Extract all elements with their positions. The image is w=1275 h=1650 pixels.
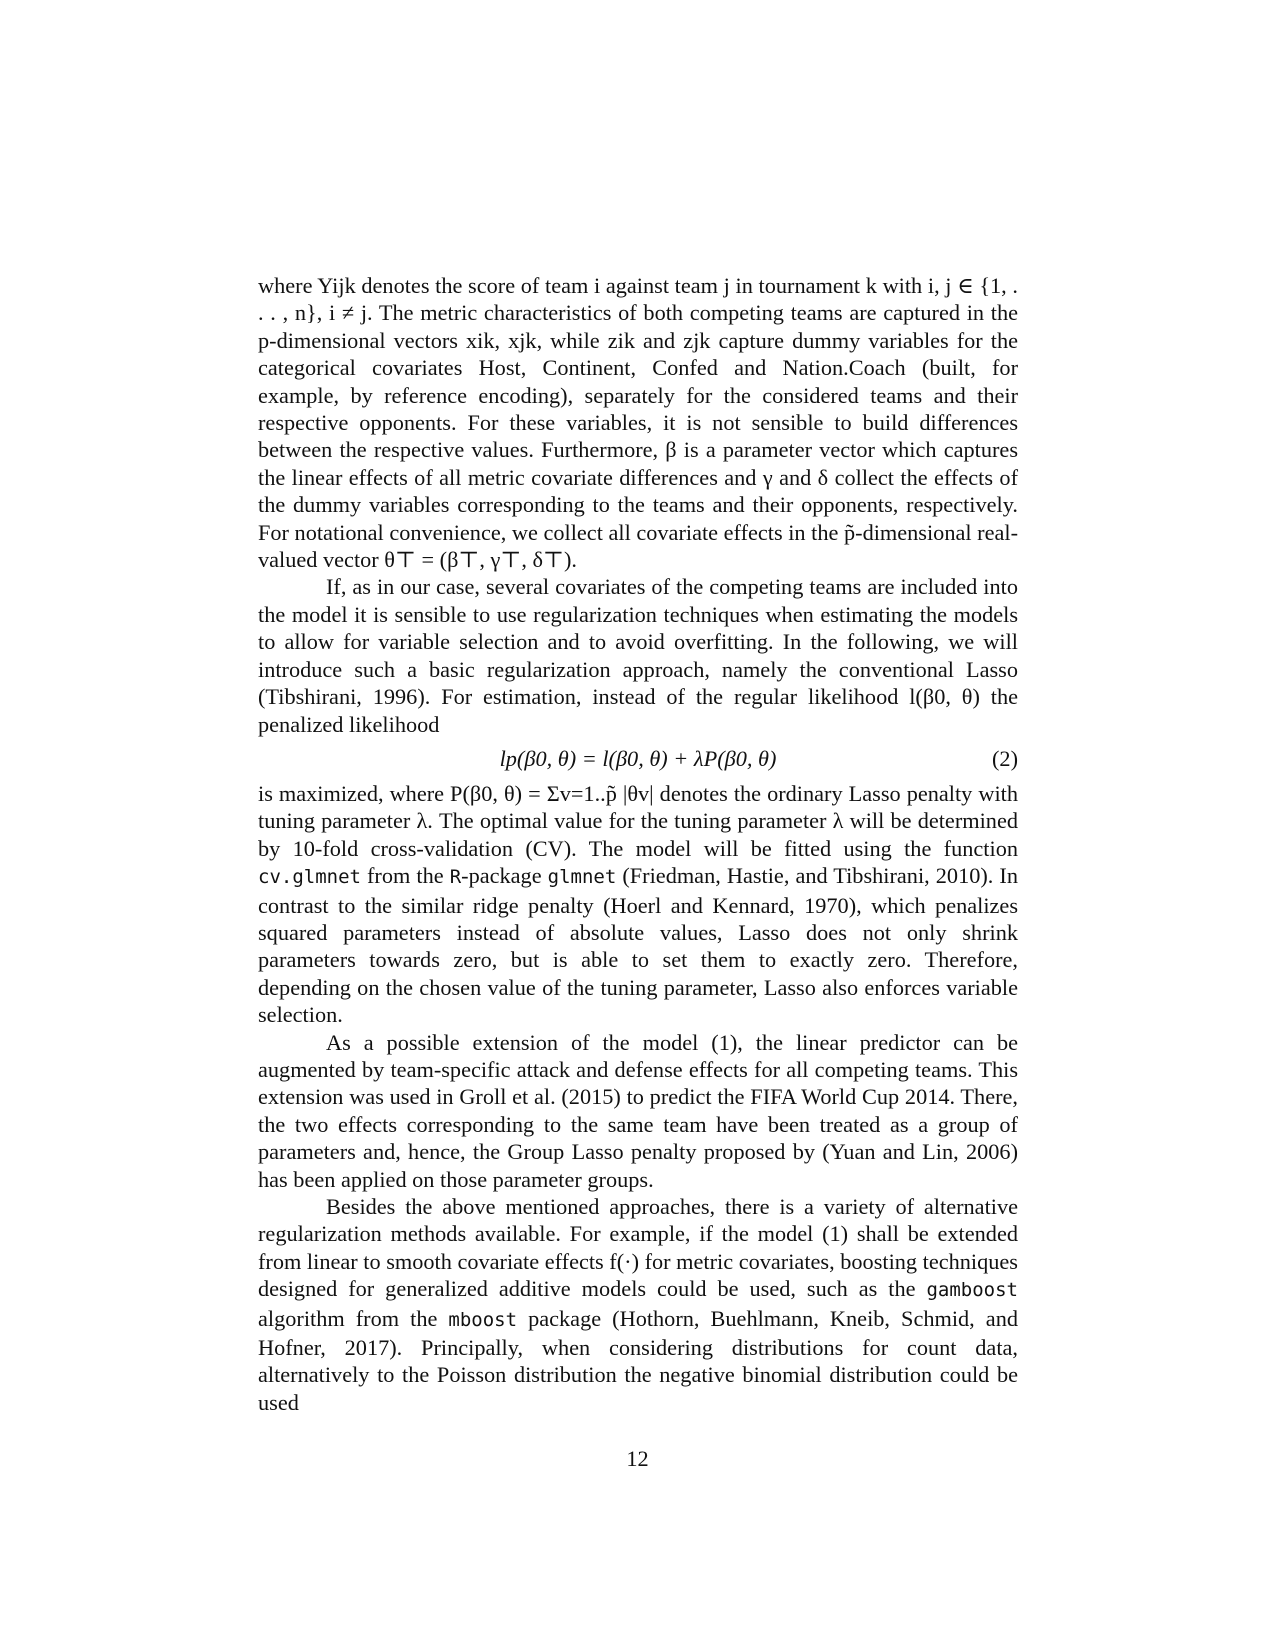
paragraph-alternatives <box>258 1193 1018 1416</box>
code-r: R <box>449 866 462 889</box>
lasso-text-3: -package <box>461 863 548 889</box>
lasso-text-2: from the <box>360 863 450 889</box>
paragraph-regularization: If, as in our case, several covariates of the competing teams are included into the model it is sensible to use regularization techniques when estimating the models to allow for variable selection and to avoid overfitting. In the following, we will introduce such a basic regularization approach, namely the conventional Lasso (Tibshirani, 1996). For estimation, instead of the regular likelihood l(β0, θ) the penalized likelihood <box>258 574 1018 737</box>
code-glmnet: glmnet <box>547 866 617 889</box>
paragraph-model-notation: where Yijk denotes the score of team i against team j in tournament k with i, j ∈ {1, . . . , n}, i ≠ j. The metric characteristics of both competing teams are captured in the p-dimensional vectors xik, xjk, while zik and zjk capture dummy variables for the categorical covariates Host, Continent, Confed and Nation.Coach (built, for example, by reference encoding), separately for the considered teams and their respective opponents. For these variables, it is not sensible to build differences between the respective values. Furthermore, β is a parameter vector which captures the linear effects of all metric covariate differences and γ and δ collect the effects of the dummy variables corresponding to the teams and their opponents, respectively. For notational convenience, we collect all covariate effects in the p̃-dimensional real-valued vector θ⊤ = (β⊤, γ⊤, δ⊤). <box>258 273 1018 573</box>
paragraph-extension: As a possible extension of the model (1), the linear predictor can be augmented by team-specific attack and defense effects for all competing teams. This extension was used in Groll et al. (2015) to predict the FIFA World Cup 2014. There, the two effects corresponding to the same team have been treated as a group of parameters and, hence, the Group Lasso penalty proposed by (Yuan and Lin, 2006) has been applied on those parameter groups. <box>258 1029 1018 1192</box>
page-number: 12 <box>626 1446 649 1471</box>
paragraph-lasso-penalty <box>258 780 1018 1029</box>
alternatives-text-3: package (Hothorn, Buehlmann, Kneib, Schmid, and Hofner, 2017). Principally, when considering distributions for count data, alternatively to the Poisson distribution the negative binomial distribution could be used <box>258 1305 1018 1415</box>
equation-formula: lp(β0, θ) = l(β0, θ) + λP(β0, θ) <box>499 745 777 771</box>
equation-penalized-likelihood <box>258 738 1018 780</box>
code-mboost: mboost <box>448 1308 518 1331</box>
alternatives-text-2: algorithm from the <box>258 1305 449 1331</box>
code-cv-glmnet: cv.glmnet <box>258 866 361 889</box>
body-text <box>258 272 1018 1416</box>
alternatives-text-1: Besides the above mentioned approaches, there is a variety of alternative regularization methods available. For example, if the model (1) shall be extended from linear to smooth covariate effects f(·) for metric covariates, boosting techniques designed for generalized additive models could be used, such as the <box>258 1194 1018 1302</box>
lasso-text-1: is maximized, where P(β0, θ) = Σv=1..p̃ |θv| denotes the ordinary Lasso penalty with tuning parameter λ. The optimal value for the tuning parameter λ will be determined by 10-fold cross-validation (CV). The model will be fitted using the function <box>258 780 1018 861</box>
code-gamboost: gamboost <box>926 1279 1018 1302</box>
equation-number: (2) <box>992 745 1018 771</box>
lasso-text-4: (Friedman, Hastie, and Tibshirani, 2010). In contrast to the similar ridge penalty (Hoerl and Kennard, 1970), which penalizes squared parameters instead of absolute values, Lasso does not only shrink parameters towards zero, but is able to set them to exactly zero. Therefore, depending on the chosen value of the tuning parameter, Lasso also enforces variable selection. <box>258 863 1018 1028</box>
